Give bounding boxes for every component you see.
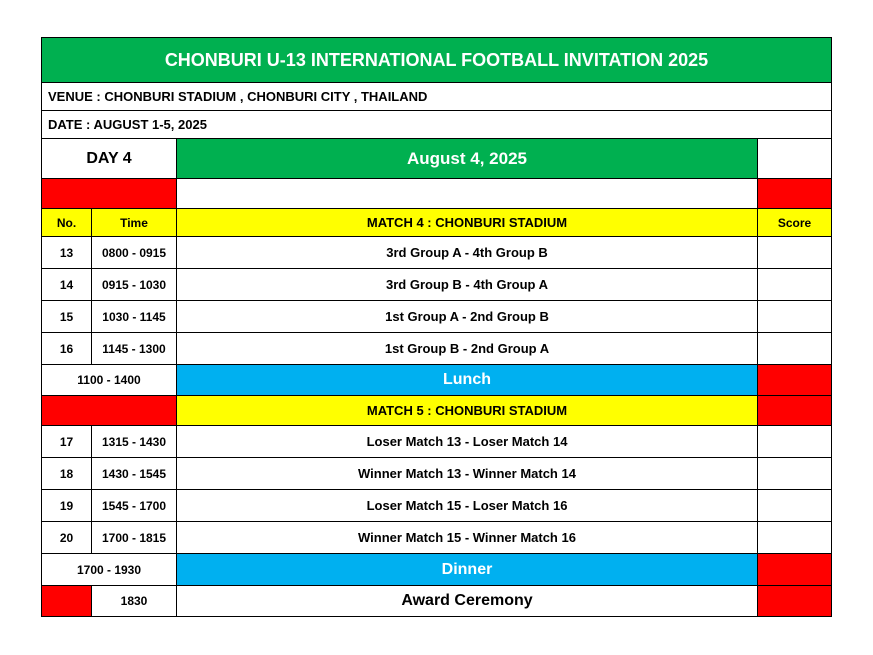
header-no: No. [42, 209, 92, 237]
match-time: 1700 - 1815 [92, 522, 177, 554]
table-row [42, 333, 832, 365]
score-cell [758, 490, 832, 522]
red-marker [42, 586, 92, 617]
red-marker [758, 179, 832, 209]
match-fixture: 1st Group A - 2nd Group B [177, 301, 758, 333]
blank-cell [177, 179, 758, 209]
match-no: 19 [42, 490, 92, 522]
match-no: 16 [42, 333, 92, 365]
dinner-label: Dinner [177, 554, 758, 586]
score-cell [758, 426, 832, 458]
header-score: Score [758, 209, 832, 237]
ceremony-time: 1830 [92, 586, 177, 617]
match-no: 14 [42, 269, 92, 301]
match-no: 18 [42, 458, 92, 490]
match-no: 15 [42, 301, 92, 333]
dinner-time: 1700 - 1930 [42, 554, 177, 586]
score-cell [758, 301, 832, 333]
red-marker [758, 554, 832, 586]
table-row [42, 301, 832, 333]
blank-cell [758, 139, 832, 179]
score-cell [758, 237, 832, 269]
table-row [42, 522, 832, 554]
match-time: 1545 - 1700 [92, 490, 177, 522]
match-time: 0915 - 1030 [92, 269, 177, 301]
match-time: 1430 - 1545 [92, 458, 177, 490]
match-time: 1145 - 1300 [92, 333, 177, 365]
match-fixture: Winner Match 15 - Winner Match 16 [177, 522, 758, 554]
schedule-table [41, 37, 832, 617]
match-no: 20 [42, 522, 92, 554]
lunch-label: Lunch [177, 365, 758, 396]
score-cell [758, 522, 832, 554]
red-marker [42, 396, 177, 426]
red-marker [758, 586, 832, 617]
match-fixture: Loser Match 13 - Loser Match 14 [177, 426, 758, 458]
score-cell [758, 269, 832, 301]
ceremony-label: Award Ceremony [177, 586, 758, 617]
match-no: 17 [42, 426, 92, 458]
score-cell [758, 458, 832, 490]
score-cell [758, 333, 832, 365]
match-time: 1315 - 1430 [92, 426, 177, 458]
match-no: 13 [42, 237, 92, 269]
day-date: August 4, 2025 [177, 139, 758, 179]
match-fixture: 3rd Group A - 4th Group B [177, 237, 758, 269]
day-label: DAY 4 [42, 139, 177, 179]
header-time: Time [92, 209, 177, 237]
table-row [42, 458, 832, 490]
match5-title: MATCH 5 : CHONBURI STADIUM [177, 396, 758, 426]
table-row [42, 269, 832, 301]
match-time: 1030 - 1145 [92, 301, 177, 333]
match-fixture: 1st Group B - 2nd Group A [177, 333, 758, 365]
red-marker [758, 365, 832, 396]
match-fixture: Winner Match 13 - Winner Match 14 [177, 458, 758, 490]
venue-line: VENUE : CHONBURI STADIUM , CHONBURI CITY , THAILAND [42, 83, 832, 111]
lunch-time: 1100 - 1400 [42, 365, 177, 396]
match-fixture: Loser Match 15 - Loser Match 16 [177, 490, 758, 522]
tournament-title: CHONBURI U-13 INTERNATIONAL FOOTBALL INVITATION 2025 [42, 38, 832, 83]
match4-title: MATCH 4 : CHONBURI STADIUM [177, 209, 758, 237]
table-row [42, 426, 832, 458]
red-marker [42, 179, 177, 209]
table-row [42, 490, 832, 522]
table-row [42, 237, 832, 269]
red-marker [758, 396, 832, 426]
match-fixture: 3rd Group B - 4th Group A [177, 269, 758, 301]
date-line: DATE : AUGUST 1-5, 2025 [42, 111, 832, 139]
match-time: 0800 - 0915 [92, 237, 177, 269]
